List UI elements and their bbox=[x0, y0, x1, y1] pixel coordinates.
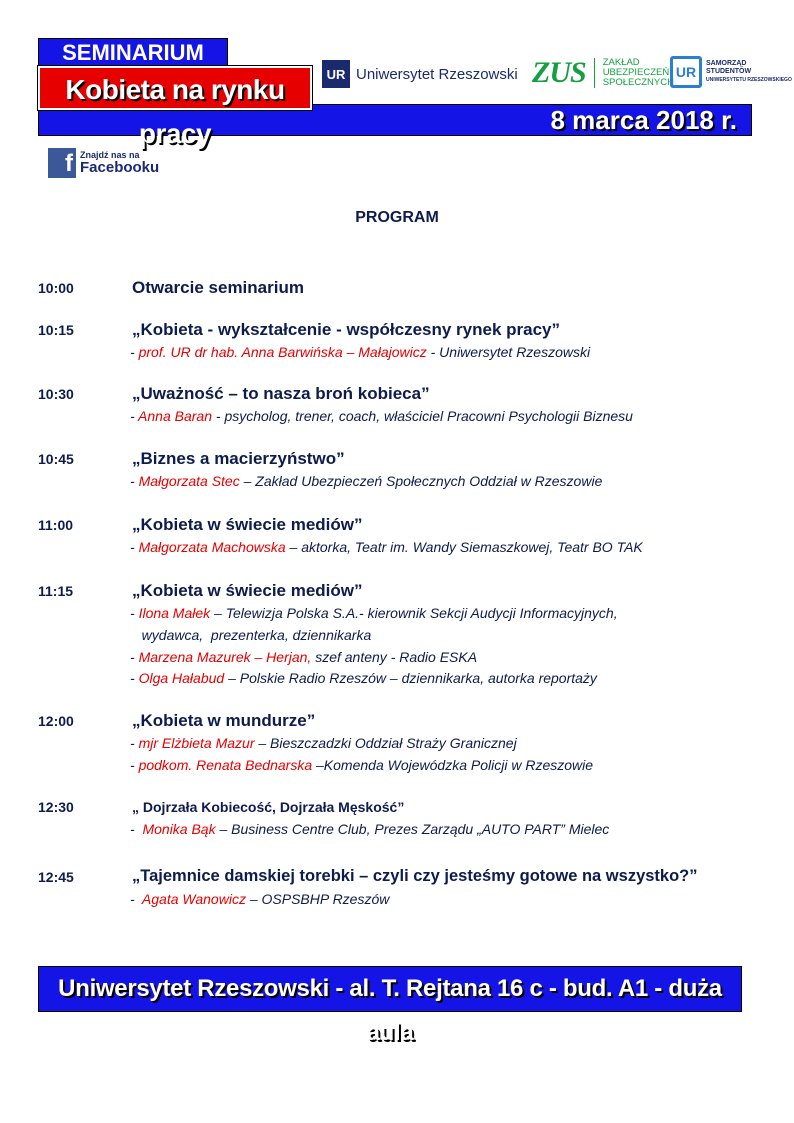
speaker-affiliation: - Uniwersytet Rzeszowski bbox=[426, 344, 591, 360]
agenda-title: „Kobieta - wykształcenie - współczesny rynek pracy” bbox=[132, 320, 560, 339]
agenda-time: 11:00 bbox=[38, 517, 74, 533]
speaker-line bbox=[130, 408, 633, 424]
ur-logo bbox=[322, 60, 518, 88]
agenda-title: „Tajemnice damskiej torebki – czyli czy jesteśmy gotowe na wszystko?” bbox=[132, 867, 698, 885]
speaker-line bbox=[130, 757, 593, 773]
event-date: 8 marca 2018 r. bbox=[550, 105, 737, 135]
speaker-line bbox=[130, 649, 477, 665]
speaker-line bbox=[130, 627, 371, 643]
speaker-line bbox=[130, 735, 517, 751]
speaker-affiliation: – Bieszczadzki Oddział Straży Granicznej bbox=[254, 735, 517, 751]
speaker-affiliation: – aktorka, Teatr im. Wandy Siemaszkowej, Teatr BO TAK bbox=[285, 539, 643, 555]
speaker-prefix: - bbox=[130, 821, 143, 837]
seminar-label: SEMINARIUM bbox=[38, 38, 228, 66]
speaker-line bbox=[130, 821, 609, 837]
speaker-name: Agata Wanowicz bbox=[141, 891, 246, 907]
speaker-affiliation: - psycholog, trener, coach, właściciel Pracowni Psychologii Biznesu bbox=[212, 408, 633, 424]
speaker-prefix: - bbox=[130, 735, 139, 751]
zus-line-1: ZAKŁAD bbox=[602, 57, 640, 68]
speaker-name: Monika Bąk bbox=[142, 821, 216, 837]
speaker-prefix: - bbox=[130, 757, 139, 773]
agenda-time: 12:45 bbox=[38, 869, 74, 885]
speaker-prefix: - bbox=[130, 605, 139, 621]
agenda-time: 12:00 bbox=[38, 713, 74, 729]
speaker-affiliation: wydawca, prezenterka, dziennikarka bbox=[130, 627, 372, 643]
agenda-time: 10:30 bbox=[38, 386, 74, 402]
ur-name: Uniwersytet Rzeszowski bbox=[356, 65, 518, 83]
agenda-title: „Uważność – to nasza broń kobieca” bbox=[132, 384, 430, 403]
samorzad-mark-icon: UR bbox=[670, 56, 702, 88]
speaker-line bbox=[130, 344, 590, 360]
speaker-affiliation: – Telewizja Polska S.A.- kierownik Sekcji Audycji Informacyjnych, bbox=[210, 605, 618, 621]
speaker-prefix: - bbox=[130, 670, 139, 686]
speaker-affiliation: – OSPSBHP Rzeszów bbox=[245, 891, 390, 907]
speaker-prefix: - bbox=[130, 649, 139, 665]
zus-line-3: SPOŁECZNYCH bbox=[602, 77, 674, 88]
speaker-prefix: - bbox=[130, 408, 139, 424]
speaker-name: Olga Hałabud bbox=[138, 670, 225, 686]
agenda-title: „Kobieta w mundurze” bbox=[132, 711, 316, 730]
speaker-name: prof. UR dr hab. Anna Barwińska – Małajowicz bbox=[138, 344, 427, 360]
facebook-link[interactable] bbox=[48, 148, 159, 178]
ur-mark-icon: UR bbox=[322, 60, 350, 88]
samorzad-sub: UNIWERSYTETU RZESZOWSKIEGO bbox=[706, 77, 792, 83]
agenda-time: 11:15 bbox=[38, 583, 74, 599]
agenda-time: 10:15 bbox=[38, 322, 74, 338]
samorzad-words bbox=[706, 60, 792, 84]
facebook-line-2: Facebooku bbox=[80, 159, 160, 176]
speaker-name: podkom. Renata Bednarska bbox=[138, 757, 313, 773]
facebook-line-1: Znajdź nas na bbox=[80, 150, 140, 160]
agenda-time: 10:45 bbox=[38, 451, 74, 467]
agenda-title: „ Dojrzała Kobiecość, Dojrzała Męskość” bbox=[132, 799, 405, 815]
speaker-affiliation: – Zakład Ubezpieczeń Społecznych Oddział w Rzeszowie bbox=[239, 473, 603, 489]
samorzad-line-1: SAMORZĄD bbox=[706, 60, 747, 67]
speaker-name: Anna Baran bbox=[138, 408, 212, 424]
agenda-time: 12:30 bbox=[38, 799, 74, 815]
facebook-icon: f bbox=[48, 148, 76, 178]
zus-mark: ZUS bbox=[532, 56, 586, 89]
facebook-text bbox=[80, 150, 159, 176]
agenda-title: „Kobieta w świecie mediów” bbox=[132, 515, 363, 534]
samorzad-line-2: STUDENTÓW bbox=[706, 68, 752, 75]
speaker-prefix: - bbox=[130, 891, 142, 907]
speaker-line bbox=[130, 473, 602, 489]
speaker-affiliation: – Business Centre Club, Prezes Zarządu „AUTO PART” Mielec bbox=[215, 821, 610, 837]
speaker-name: mjr Elżbieta Mazur bbox=[138, 735, 255, 751]
samorzad-logo bbox=[670, 56, 792, 88]
speaker-name: Marzena Mazurek – Herjan, bbox=[138, 649, 312, 665]
speaker-prefix: - bbox=[130, 344, 139, 360]
speaker-prefix: - bbox=[130, 473, 139, 489]
speaker-name: Małgorzata Stec bbox=[138, 473, 240, 489]
speaker-affiliation: –Komenda Wojewódzka Policji w Rzeszowie bbox=[312, 757, 594, 773]
agenda-time: 10:00 bbox=[38, 280, 74, 296]
speaker-name: Małgorzata Machowska bbox=[138, 539, 286, 555]
speaker-line bbox=[130, 670, 597, 686]
zus-words bbox=[603, 58, 674, 88]
speaker-line bbox=[130, 891, 389, 907]
speaker-affiliation: szef anteny - Radio ESKA bbox=[311, 649, 478, 665]
venue-banner: Uniwersytet Rzeszowski - al. T. Rejtana 16 c - bud. A1 - duża aula bbox=[38, 966, 742, 1012]
speaker-line bbox=[130, 539, 643, 555]
agenda-title: „Biznes a macierzyństwo” bbox=[132, 449, 345, 468]
zus-divider bbox=[594, 58, 595, 88]
agenda-title: „Kobieta w świecie mediów” bbox=[132, 581, 363, 600]
zus-line-2: UBEZPIECZEŃ bbox=[602, 67, 670, 78]
speaker-affiliation: – Polskie Radio Rzeszów – dziennikarka, autorka reportaży bbox=[224, 670, 597, 686]
seminar-title: Kobieta na rynku pracy bbox=[38, 66, 312, 110]
zus-logo bbox=[532, 56, 674, 90]
program-heading: PROGRAM bbox=[355, 209, 439, 226]
speaker-name: Ilona Małek bbox=[138, 605, 211, 621]
agenda-title: Otwarcie seminarium bbox=[132, 278, 304, 297]
speaker-prefix: - bbox=[130, 539, 139, 555]
speaker-line bbox=[130, 605, 618, 621]
